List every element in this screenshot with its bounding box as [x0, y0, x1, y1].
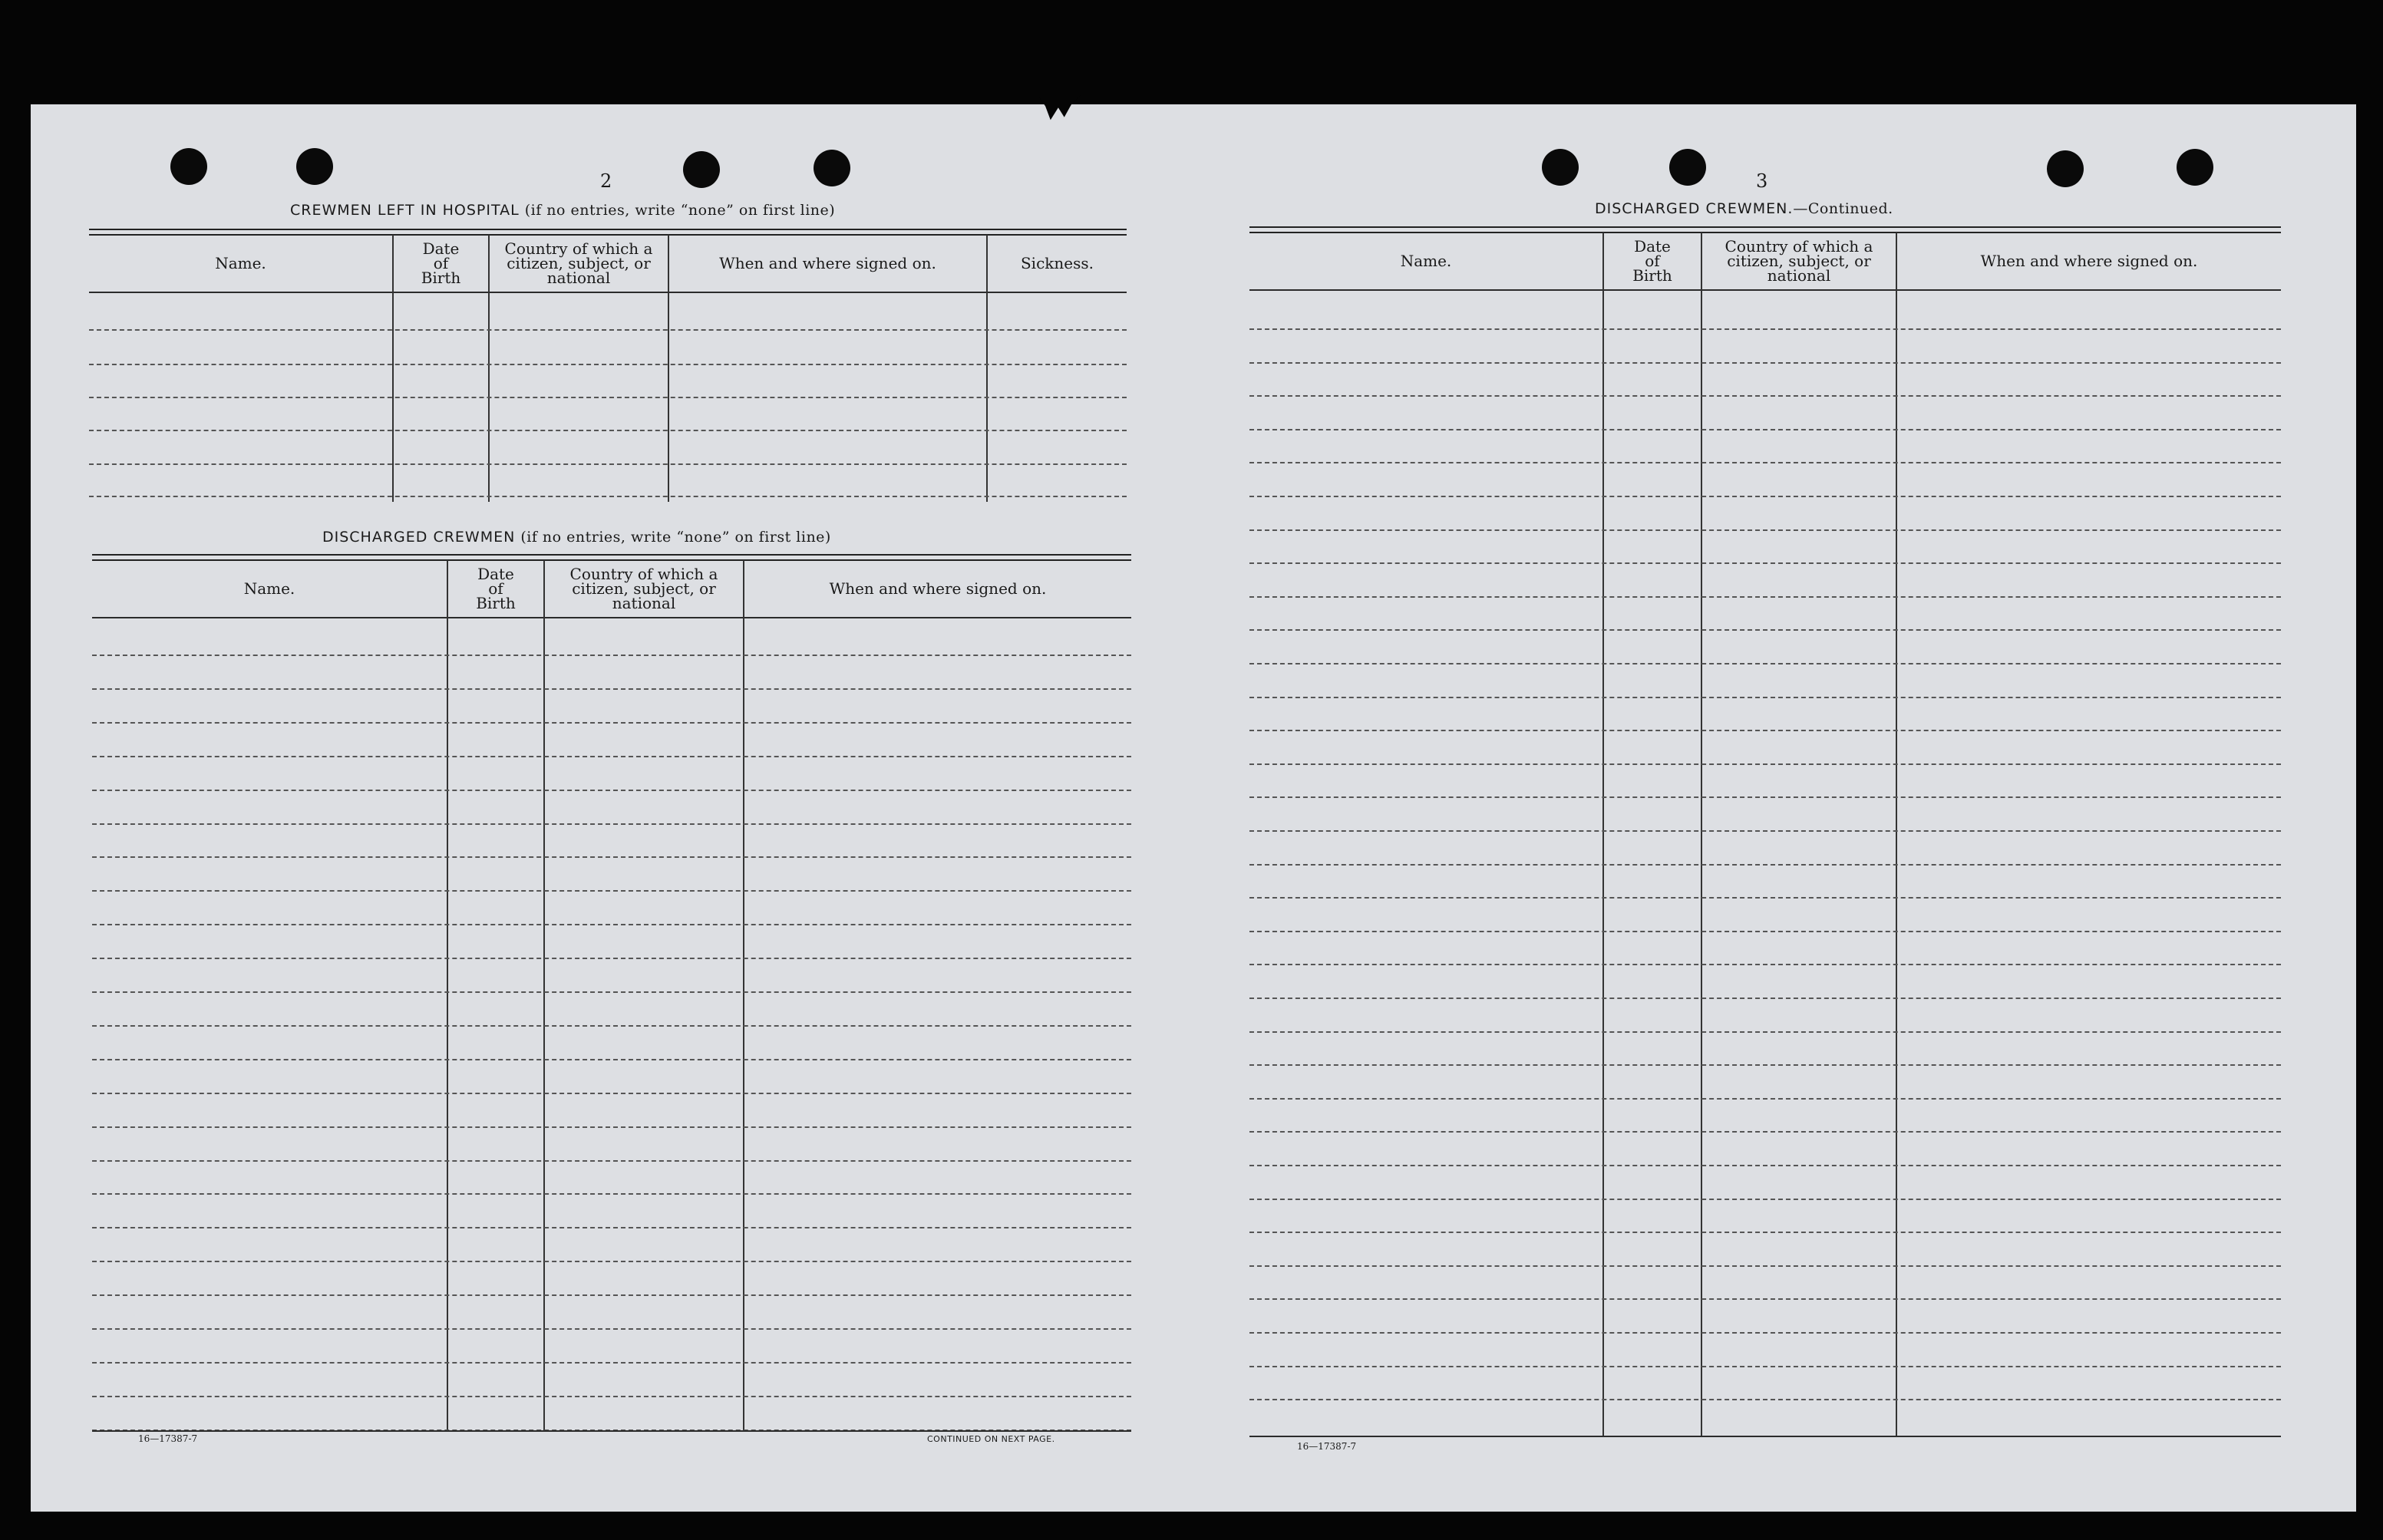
- entry-line: [1249, 663, 2281, 664]
- entry-line: [1249, 964, 2281, 965]
- entry-line: [92, 958, 1131, 959]
- column-header-name: Name.: [215, 253, 266, 272]
- entry-line: [1249, 931, 2281, 932]
- section-title-discharged-continued: [1595, 200, 1893, 217]
- section-title-text: DISCHARGED CREWMEN: [322, 529, 516, 546]
- entry-line: [92, 756, 1131, 757]
- entry-line: [1249, 1064, 2281, 1066]
- column-header-name: Name.: [1400, 251, 1452, 270]
- entry-line: [1249, 328, 2281, 330]
- entry-line: [92, 1261, 1131, 1262]
- entry-line: [92, 890, 1131, 892]
- entry-line: [1249, 362, 2281, 364]
- entry-line: [92, 722, 1131, 724]
- entry-line: [1249, 796, 2281, 798]
- table-top-rule: [92, 554, 1131, 561]
- column-divider: [543, 560, 545, 1430]
- entry-line: [1249, 763, 2281, 765]
- form-number: 16—17387-7: [138, 1433, 198, 1444]
- column-header-country: Country of which a citizen, subject, or national: [504, 239, 653, 287]
- entry-line: [92, 790, 1131, 791]
- entry-line: [1249, 897, 2281, 899]
- header-bottom-rule: [89, 292, 1127, 293]
- column-header-country: Country of which a citizen, subject, or national: [569, 564, 718, 612]
- entry-line: [89, 329, 1127, 331]
- form-number: 16—17387-7: [1297, 1441, 1357, 1452]
- entry-line: [92, 991, 1131, 993]
- entry-line: [92, 1059, 1131, 1060]
- entry-line: [1249, 830, 2281, 832]
- entry-line: [1249, 1332, 2281, 1334]
- entry-line: [1249, 1131, 2281, 1133]
- punch-hole: [1542, 149, 1579, 186]
- entry-line: [1249, 864, 2281, 866]
- section-note: (if no entries, write “none” on first line): [524, 202, 836, 219]
- entry-line: [1249, 629, 2281, 631]
- header-bottom-rule: [1249, 289, 2281, 291]
- entry-line: [92, 1093, 1131, 1094]
- table-top-rule: [89, 229, 1127, 236]
- section-title-discharged: [322, 529, 831, 546]
- column-header-date-of-birth: Date of Birth: [421, 239, 461, 287]
- section-title-text: DISCHARGED CREWMEN.: [1595, 200, 1794, 217]
- entry-line: [1249, 1031, 2281, 1033]
- entry-line: [92, 1328, 1131, 1330]
- entry-line: [1249, 1399, 2281, 1400]
- entry-line: [1249, 1199, 2281, 1200]
- column-header-date-of-birth: Date of Birth: [476, 564, 516, 612]
- entry-line: [1249, 1232, 2281, 1233]
- discharged-continued-table: [1249, 226, 2281, 1436]
- column-header-signed-on: When and where signed on.: [719, 253, 936, 272]
- entry-line: [1249, 462, 2281, 463]
- entry-line: [92, 1160, 1131, 1162]
- entry-line: [1249, 1265, 2281, 1267]
- continued-label: —Continued.: [1793, 200, 1893, 217]
- page-number: 3: [1756, 170, 1768, 192]
- entry-line: [92, 1362, 1131, 1364]
- punch-hole: [170, 148, 207, 185]
- page-number: 2: [600, 170, 612, 192]
- entry-line: [92, 655, 1131, 656]
- entry-line: [1249, 429, 2281, 430]
- entry-line: [92, 688, 1131, 690]
- table-top-rule: [1249, 226, 2281, 233]
- column-divider: [1602, 232, 1604, 1436]
- entry-line: [89, 496, 1127, 497]
- column-header-country: Country of which a citizen, subject, or national: [1725, 236, 1873, 285]
- entry-line: [89, 430, 1127, 431]
- entry-line: [1249, 730, 2281, 731]
- entry-line: [1249, 562, 2281, 564]
- column-divider: [1701, 232, 1702, 1436]
- continued-notice: CONTINUED ON NEXT PAGE.: [927, 1434, 1055, 1444]
- punch-hole: [2047, 150, 2084, 187]
- entry-line: [92, 1227, 1131, 1228]
- entry-line: [92, 856, 1131, 858]
- entry-line: [1249, 395, 2281, 397]
- table-bottom-rule: [1249, 1436, 2281, 1437]
- column-header-date-of-birth: Date of Birth: [1632, 236, 1672, 285]
- column-divider: [743, 560, 744, 1430]
- punch-hole: [296, 148, 333, 185]
- column-header-sickness: Sickness.: [1020, 253, 1094, 272]
- section-title-hospital: [290, 202, 835, 219]
- entry-line: [1249, 529, 2281, 531]
- entry-line: [92, 1396, 1131, 1397]
- entry-line: [1249, 1366, 2281, 1367]
- entry-line: [92, 1025, 1131, 1027]
- entry-line: [1249, 1098, 2281, 1100]
- entry-line: [89, 463, 1127, 465]
- entry-line: [92, 1294, 1131, 1296]
- column-header-signed-on: When and where signed on.: [1980, 251, 2198, 270]
- entry-line: [1249, 1165, 2281, 1166]
- entry-line: [89, 364, 1127, 365]
- entry-line: [1249, 1298, 2281, 1300]
- entry-line: [1249, 496, 2281, 497]
- punch-hole: [1669, 149, 1706, 186]
- punch-hole: [2177, 149, 2213, 186]
- entry-line: [92, 1126, 1131, 1128]
- punch-hole: [683, 151, 720, 188]
- punch-hole: [814, 150, 850, 186]
- entry-line: [92, 1193, 1131, 1195]
- entry-line: [1249, 697, 2281, 698]
- column-divider: [1896, 232, 1897, 1436]
- entry-line: [1249, 596, 2281, 598]
- entry-line: [92, 823, 1131, 825]
- entry-line: [89, 397, 1127, 398]
- column-divider: [447, 560, 448, 1430]
- section-note: (if no entries, write “none” on first line): [520, 529, 831, 546]
- section-title-text: CREWMEN LEFT IN HOSPITAL: [290, 202, 520, 219]
- entry-line: [92, 924, 1131, 925]
- table-bottom-rule: [92, 1430, 1131, 1432]
- discharged-table: [92, 554, 1131, 1430]
- hospital-table: [89, 229, 1127, 502]
- header-bottom-rule: [92, 617, 1131, 618]
- entry-line: [1249, 998, 2281, 999]
- column-header-name: Name.: [243, 579, 295, 598]
- column-header-signed-on: When and where signed on.: [829, 579, 1047, 598]
